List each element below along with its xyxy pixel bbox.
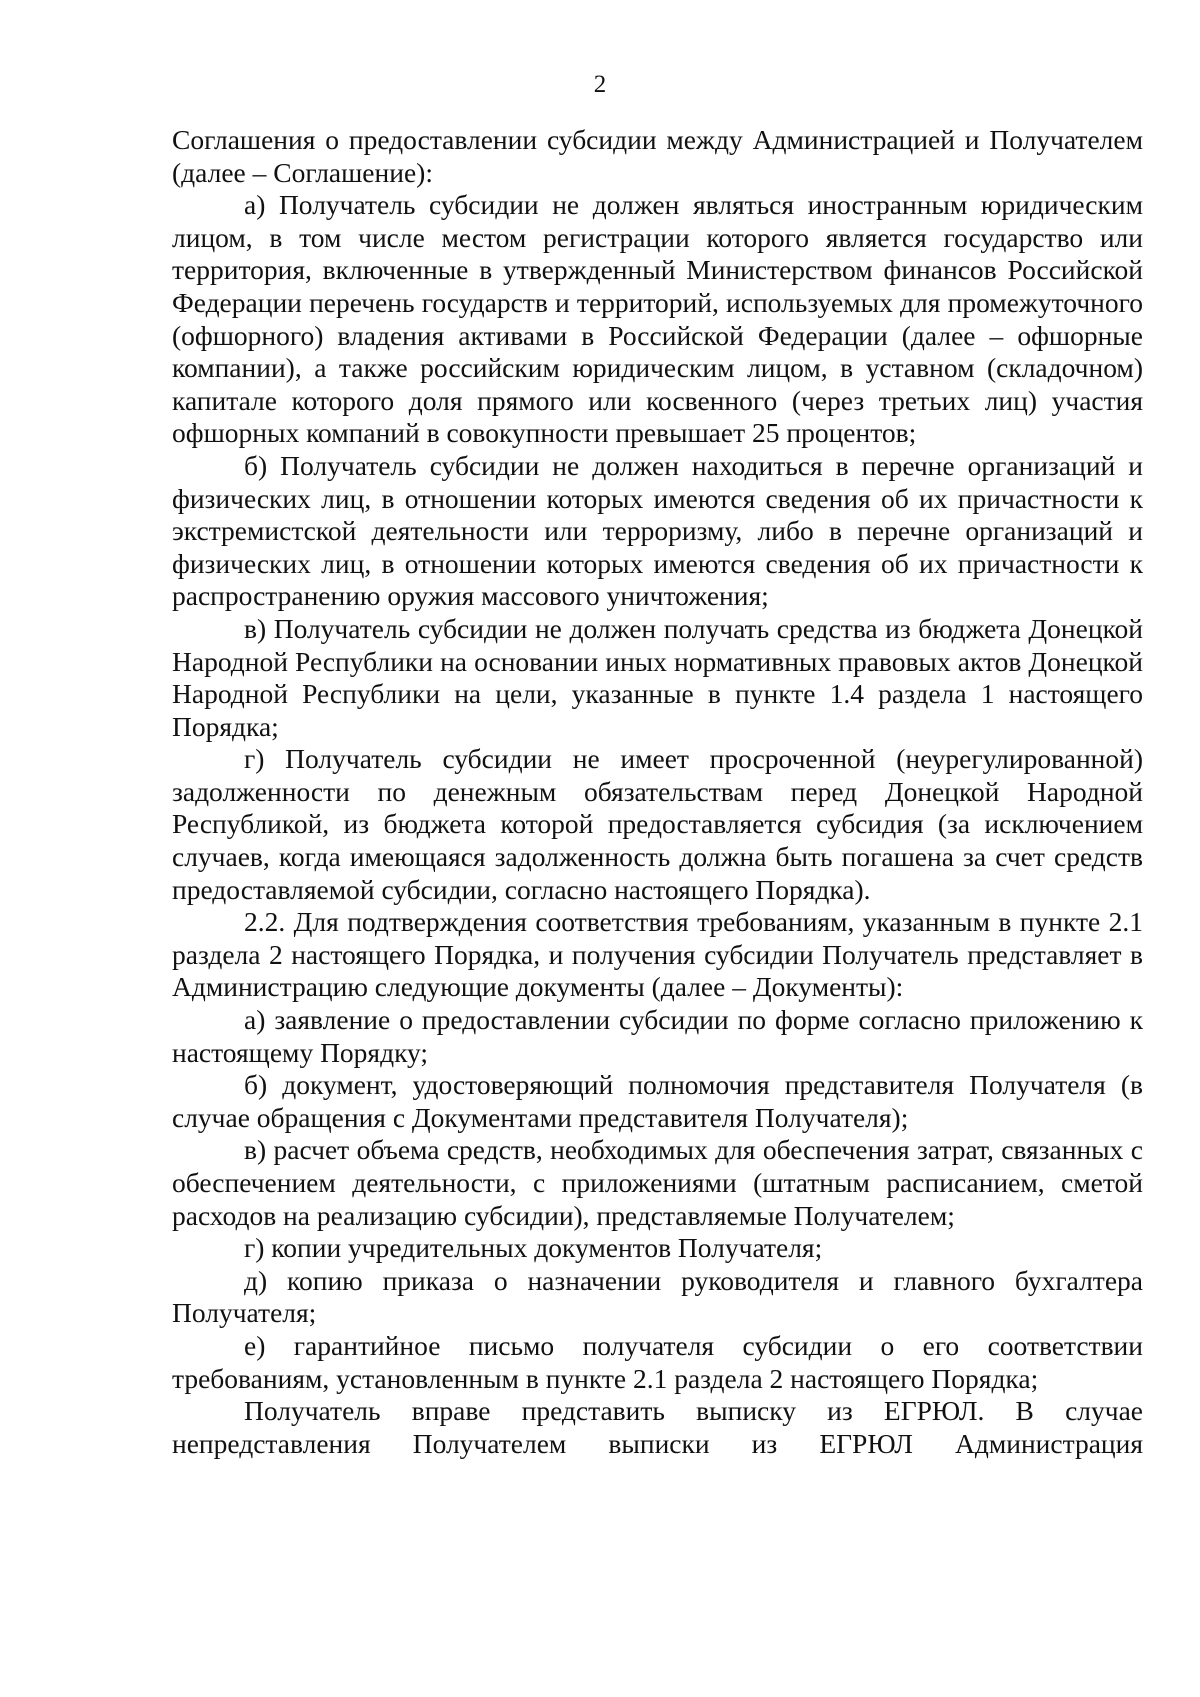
paragraph-document-d: д) копию приказа о назначении руководителя и главного бухгалтера Получателя; [172,1264,1143,1329]
paragraph-document-a: а) заявление о предоставлении субсидии по форме согласно приложению к настоящему Порядку; [172,1004,1143,1068]
paragraph-requirement-g: г) Получатель субсидии не имеет просроченной (неурегулированной) задолженности по денежным обязательствам перед Донецкой Народной Республикой, из бюджета которой предоставляется субсидия (за исключением случаев, когда имеющаяся задолженность должна быть погашена за счет средств предоставляемой субсидии, согласно настоящего Порядка). [172,743,1143,905]
paragraph-requirement-a: а) Получатель субсидии не должен являться иностранным юридическим лицом, в том числе местом регистрации которого является государство или территория, включенные в утвержденный Министерством финансов Российской Федерации перечень государств и территорий, используемых для промежуточного (офшорного) владения активами в Российской Федерации (далее – офшорные компании), а также российским юридическим лицом, в уставном (складочном) капитале которого доля прямого или косвенного (через третьих лиц) участия офшорных компаний в совокупности превышает 25 процентов; [172,189,1143,449]
paragraph-requirement-v: в) Получатель субсидии не должен получать средства из бюджета Донецкой Народной Республики на основании иных нормативных правовых актов Донецкой Народной Республики на цели, указанные в пункте 1.4 раздела 1 настоящего Порядка; [172,612,1143,742]
paragraph-document-b: б) документ, удостоверяющий полномочия представителя Получателя (в случае обращения с Документами представителя Получателя); [172,1069,1143,1133]
paragraph-document-v: в) расчет объема средств, необходимых для обеспечения затрат, связанных с обеспечением деятельности, с приложениями (штатным расписанием, сметой расходов на реализацию субсидии), представляемые Получателем; [172,1134,1143,1231]
paragraph-agreement-continuation: Соглашения о предоставлении субсидии между Администрацией и Получателем (далее – Соглашение): [172,124,1143,188]
paragraph-section-2-2: 2.2. Для подтверждения соответствия требованиям, указанным в пункте 2.1 раздела 2 настоящего Порядка, и получения субсидии Получатель представляет в Администрацию следующие документы (далее – Документы): [172,906,1143,1003]
paragraph-egrul: Получатель вправе представить выписку из ЕГРЮЛ. В случае непредставления Получателем выписки из ЕГРЮЛ Администрация [172,1395,1143,1459]
paragraph-document-e: е) гарантийное письмо получателя субсидии о его соответствии требованиям, установленным в пункте 2.1 раздела 2 настоящего Порядка; [172,1329,1143,1394]
page-number: 2 [593,71,607,98]
document-body [172,124,1143,1460]
paragraph-requirement-b: б) Получатель субсидии не должен находиться в перечне организаций и физических лиц, в отношении которых имеются сведения об их причастности к экстремистской деятельности или терроризму, либо в перечне организаций и физических лиц, в отношении которых имеются сведения об их причастности к распространению оружия массового уничтожения; [172,449,1143,612]
paragraph-document-g: г) копии учредительных документов Получателя; [244,1232,823,1264]
